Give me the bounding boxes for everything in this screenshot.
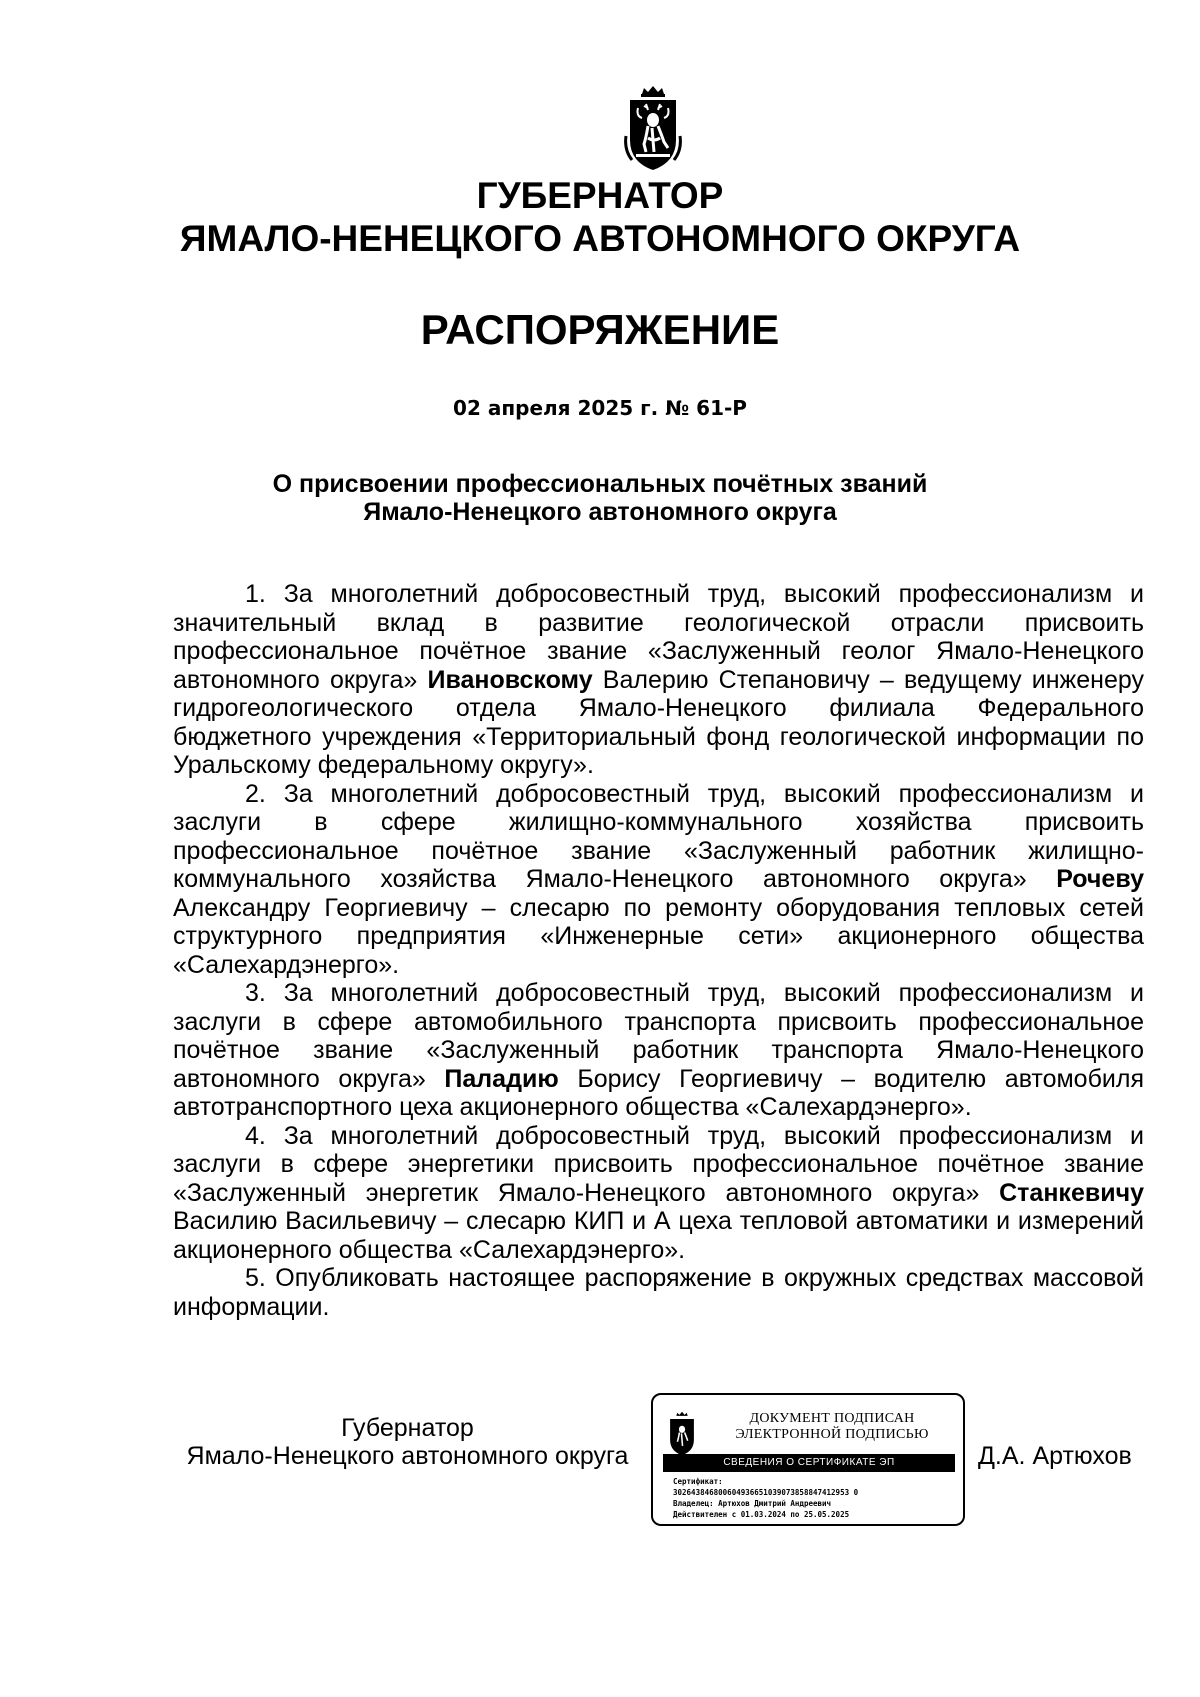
coat-of-arms-icon [624,86,682,172]
signatory-position-line1: Губернатор [341,1414,474,1442]
signatory-position [170,1414,645,1470]
paragraph-4-text: 4. За многолетний добросовестный труд, высокий профессионализм и заслуги в сфере энергетики присвоить профессиональное почётное звание «Заслуженный энергетик Ямало-Ненецкого автономного округа» [173,1121,1144,1207]
paragraph-4-text-end: Василию Васильевичу – слесарю КИП и А цеха тепловой автоматики и измерений акционерного общества «Салехардэнерго». [173,1207,1144,1264]
subject-line1: О присвоении профессиональных почётных званий [272,470,928,498]
stamp-title [709,1411,955,1443]
stamp-cert-label: Сертификат: [673,1477,723,1486]
stamp-certificate-bar: СВЕДЕНИЯ О СЕРТИФИКАТЕ ЭП [663,1454,955,1472]
paragraph-2-text: 2. За многолетний добросовестный труд, высокий профессионализм и заслуги в сфере жилищно-коммунального хозяйства присвоить профессиональное почётное звание «Заслуженный работник жилищно-коммунального хозяйства Ямало-Ненецкого автономного округа» [173,779,1144,893]
stamp-certificate-info [673,1476,958,1520]
paragraph-3 [173,979,1144,1122]
electronic-signature-stamp [651,1393,965,1526]
document-date-number: 02 апреля 2025 г. № 61-Р [453,396,747,420]
document-subject [0,470,1200,526]
awardee-name-2: Рочеву [1056,865,1144,893]
coat-of-arms-icon [667,1411,697,1457]
authority-title-line2: ЯМАЛО-НЕНЕЦКОГО АВТОНОМНОГО ОКРУГА [179,218,1021,259]
awardee-name-3: Паладию [444,1064,559,1093]
stamp-owner: Владелец: Артюхов Дмитрий Андреевич [673,1499,832,1508]
paragraph-3-text: 3. За многолетний добросовестный труд, высокий профессионализм и заслуги в сфере автомобильного транспорта присвоить профессиональное почётное звание «Заслуженный работник транспорта Ямало-Ненецкого автономного округа» [173,979,1144,1093]
document-body [173,580,1144,1321]
paragraph-3-text-end: Борису Георгиевичу – водителю автомобиля автотранспортного цеха акционерного общества «Салехардэнерго». [173,1064,1144,1121]
paragraph-1-text-end: Валерию Степановичу – ведущему инженеру гидрогеологического отдела Ямало-Ненецкого филиала Федерального бюджетного учреждения «Территориальный фонд геологической информации по Уральскому федеральному округу». [173,665,1144,779]
awardee-name-1: Ивановскому [427,665,593,694]
stamp-cert-number: 302643846800604936651039073858847412953 0 [673,1488,859,1497]
stamp-title-line2: ЭЛЕКТРОННОЙ ПОДПИСЬЮ [735,1427,929,1442]
authority-title-line1: ГУБЕРНАТОР [476,175,724,216]
awardee-name-4: Станкевичу [999,1178,1144,1207]
signatory-position-line2: Ямало-Ненецкого автономного округа [186,1442,629,1470]
paragraph-2-text-end: Александру Георгиевичу – слесарю по ремонту оборудования тепловых сетей структурного предприятия «Инженерные сети» акционерного общества «Салехардэнерго». [173,893,1144,979]
signatory-name: Д.А. Артюхов [978,1442,1132,1470]
document-type: РАСПОРЯЖЕНИЕ [420,306,780,353]
paragraph-4 [173,1122,1144,1265]
paragraph-5: 5. Опубликовать настоящее распоряжение в окружных средствах массовой информации. [173,1264,1144,1321]
paragraph-2 [173,780,1144,980]
paragraph-1-text: 1. За многолетний добросовестный труд, высокий профессионализм и значительный вклад в развитие геологической отрасли присвоить профессиональное почётное звание «Заслуженный геолог Ямало-Ненецкого автономного округа» [173,580,1144,694]
stamp-validity: Действителен с 01.03.2024 по 25.05.2025 [673,1510,850,1519]
subject-line2: Ямало-Ненецкого автономного округа [363,498,837,526]
stamp-title-line1: ДОКУМЕНТ ПОДПИСАН [749,1411,915,1426]
paragraph-1 [173,580,1144,780]
